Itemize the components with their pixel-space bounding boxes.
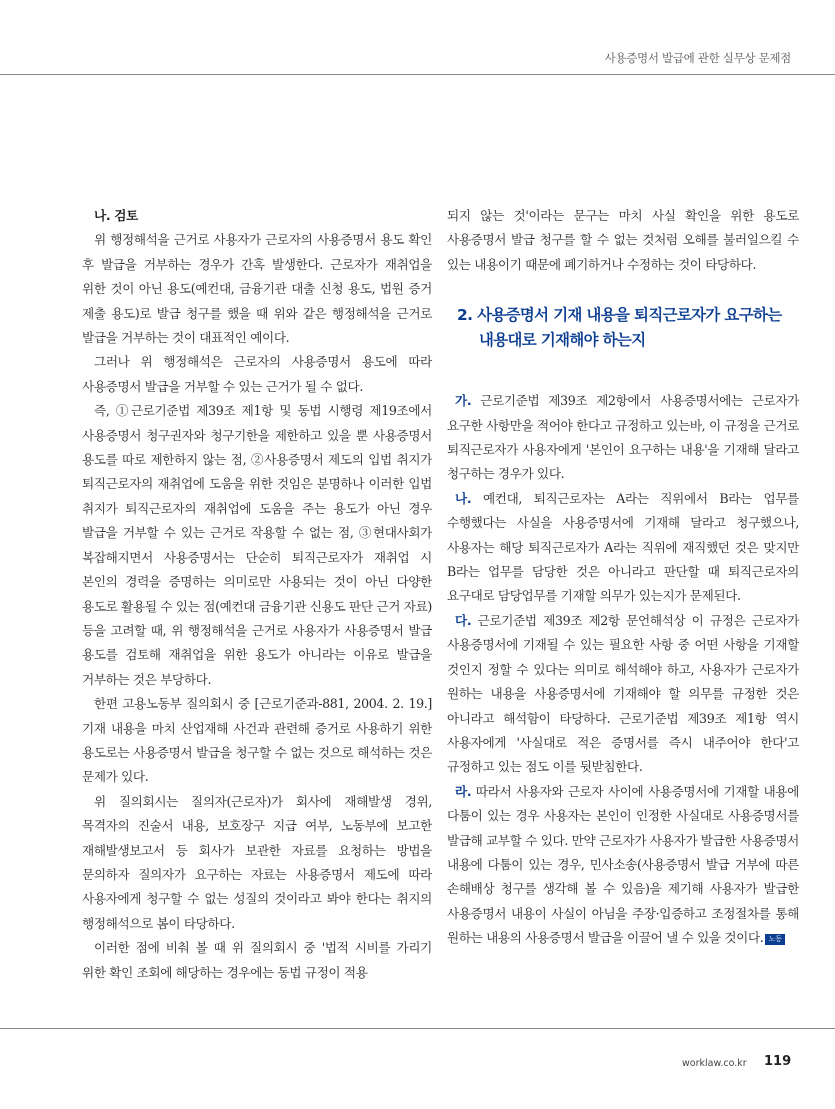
paragraph: 그러나 위 행정해석은 근로자의 사용증명서 용도에 따라 사용증명서 발급을 거부할 수 있는 근거가 될 수 없다. xyxy=(82,354,432,394)
list-item xyxy=(447,487,799,609)
page-number: 119 xyxy=(764,1054,792,1069)
paragraph: 위 행정해석을 근거로 사용자가 근로자의 사용증명서 용도 확인 후 발급을 거부하는 경우가 간혹 발생한다. 근로자가 재취업을 위한 것이 아닌 용도(예컨대, 금융기관 대출 신청 용도, 법원 증거 제출 용도)로 발급 청구를 했을 때 위와 같은 행정해석을 근거로 발급을 거부하는 것이 대표적인 예이다. xyxy=(82,232,432,346)
footer-url: worklaw.co.kr xyxy=(682,1058,747,1069)
subsection-heading: 나. 검토 xyxy=(94,208,138,223)
section-title-line: 2. 사용증명서 기재 내용을 퇴직근로자가 요구하는 xyxy=(457,306,782,325)
paragraph: 즉, ①근로기준법 제39조 제1항 및 동법 시행령 제19조에서 사용증명서 청구권자와 청구기한을 제한하고 있을 뿐 사용증명서 용도를 따로 제한하지 않는 점, ②사용증명서 제도의 입법 취지가 퇴직근로자의 재취업에 도움을 위한 것임은 분명하나 이러한 입법 취지가 퇴직근로자의 재취업에 도움을 주는 용도가 아닌 경우 발급을 거부할 수 있는 근거로 작용할 수 없는 점, ③현대사회가 복잡해지면서 사용증명서는 단순히 퇴직근로자가 재취업 시 본인의 경력을 증명하는 의미로만 사용되는 것이 아닌 다양한 용도로 활용될 수 있는 점(예컨대 금융기관 신용도 판단 근거 자료) 등을 고려할 때, 위 행정해석을 근거로 사용자가 사용증명서 발급 용도를 검토해 재취업을 위한 용도가 아니라는 이유로 발급을 거부하는 것은 부당하다. xyxy=(82,403,432,687)
section-title-line: 내용대로 기재해야 하는지 xyxy=(479,331,646,350)
right-column xyxy=(447,204,799,951)
item-text: 따라서 사용자와 근로자 사이에 사용증명서에 기재할 내용에 다툼이 있는 경우 사용자는 본인이 인정한 사실대로 사용증명서를 발급해 교부할 수 있다. 만약 근로자가 사용자가 발급한 사용증명서 내용에 다툼이 있는 경우, 민사소송(사용증명서 발급 거부에 따른 손해배상 청구를 생각해 볼 수 있음)을 제기해 사용자가 발급한 사용증명서 내용이 사실이 아님을 주장·입증하고 조정절차를 통해 원하는 내용의 사용증명서 발급을 이끌어 낼 수 있을 것이다. xyxy=(447,783,799,946)
list-item xyxy=(447,780,799,951)
footer-divider xyxy=(0,1028,835,1029)
paragraph: 한편 고용노동부 질의회시 중 [근로기준과-881, 2004. 2. 19.] 기재 내용을 마치 산업재해 사건과 관련해 증거로 사용하기 위한 용도로는 사용증명서 발급을 청구할 수 없는 것으로 해석하는 것은 문제가 있다. xyxy=(82,696,432,785)
paragraph: 이러한 점에 비춰 볼 때 위 질의회시 중 '법적 시비를 가리기 위한 확인 조회에 해당하는 경우에는 동법 규정이 적용 xyxy=(82,940,432,980)
item-text: 근로기준법 제39조 제2항 문언해석상 이 규정은 근로자가 사용증명서에 기재될 수 있는 필요한 사항 중 어떤 사항을 기재할 것인지 정할 수 있다는 의미로 해석해야 하고, 사용자가 근로자가 원하는 내용을 사용증명서에 기재해야 할 의무를 규정한 것은 아니라고 해석함이 타당하다. 근로기준법 제39조 제1항 역시 사용자에게 '사실대로 적은 증명서를 즉시 내주어야 한다'고 규정하고 있는 점도 이를 뒷받침한다. xyxy=(447,612,799,775)
item-marker: 다. xyxy=(455,612,472,628)
left-column xyxy=(82,204,432,985)
section-title xyxy=(447,303,799,353)
list-item xyxy=(447,609,799,780)
item-text: 예컨대, 퇴직근로자는 A라는 직위에서 B라는 업무를 수행했다는 사실을 사용증명서에 기재해 달라고 청구했으나, 사용자는 해당 퇴직근로자가 A라는 직위에 재직했던 것은 맞지만 B라는 업무를 담당한 것은 아니라고 판단할 때 퇴직근로자의 요구대로 담당업무를 기재할 의무가 있는지가 문제된다. xyxy=(447,490,799,604)
item-marker: 가. xyxy=(455,393,472,409)
item-text: 근로기준법 제39조 제2항에서 사용증명서에는 근로자가 요구한 사항만을 적어야 한다고 규정하고 있는바, 이 규정을 근거로 퇴직근로자가 사용자에게 '본인이 요구하는 내용'을 기재해 달라고 청구하는 경우가 있다. xyxy=(447,393,799,482)
item-marker: 라. xyxy=(455,783,472,799)
running-head: 사용증명서 발급에 관한 실무상 문제점 xyxy=(604,51,791,65)
header-divider xyxy=(0,74,835,75)
list-item xyxy=(447,389,799,487)
paragraph-continuation: 되지 않는 것'이라는 문구는 마치 사실 확인을 위한 용도로 사용증명서 발급 청구를 할 수 없는 것처럼 오해를 불러일으킬 수 있는 내용이기 때문에 폐기하거나 수정하는 것이 타당하다. xyxy=(447,208,799,272)
paragraph: 위 질의회시는 질의자(근로자)가 회사에 재해발생 경위, 목격자의 진술서 내용, 보호장구 지급 여부, 노동부에 보고한 재해발생보고서 등 회사가 보관한 자료를 요청하는 방법을 문의하자 질의자가 요구하는 자료는 사용증명서 제도에 따라 사용자에게 청구할 수 없는 성질의 것이라고 봐야 한다는 취지의 행정해석으로 봄이 타당하다. xyxy=(82,793,432,931)
item-marker: 나. xyxy=(455,490,472,506)
end-badge: 노동 xyxy=(765,934,785,945)
